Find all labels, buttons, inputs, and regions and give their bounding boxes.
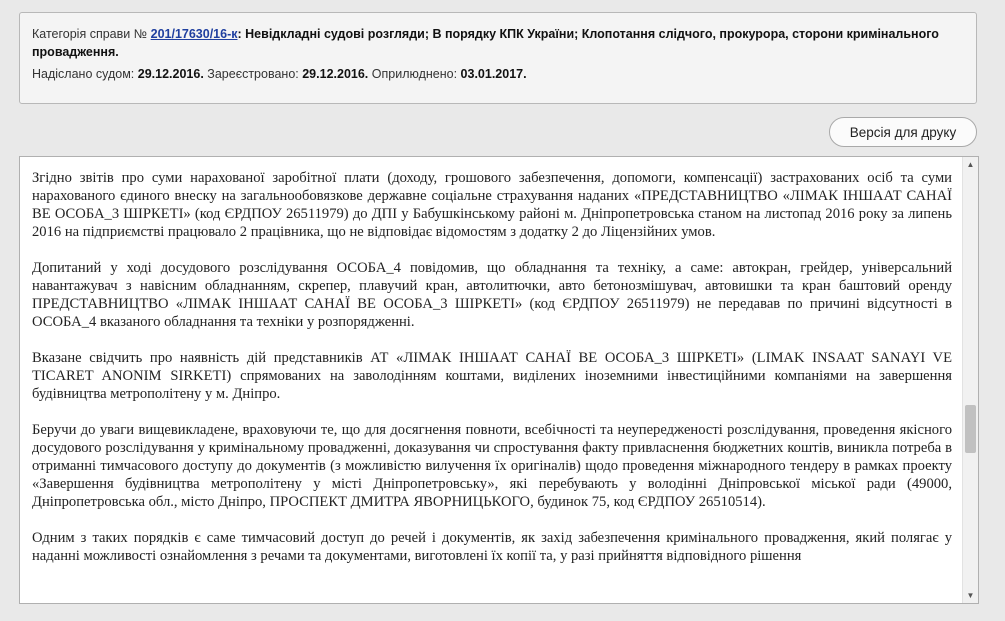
published-date: 03.01.2017. — [460, 67, 527, 81]
case-number-link[interactable]: 201/17630/16-к — [150, 27, 238, 41]
vertical-scrollbar[interactable] — [962, 157, 978, 603]
case-category-line — [32, 25, 964, 61]
published-label: Оприлюднено: — [371, 67, 458, 81]
case-info-panel — [19, 12, 977, 104]
sent-date: 29.12.2016. — [137, 67, 204, 81]
scroll-down-arrow-icon[interactable]: ▼ — [966, 591, 975, 600]
document-paragraph: Беручи до уваги вищевикладене, враховуючи те, що для досягнення повноти, всебічності та неупередженості розслідування, проведення якісного досудового розслідування у кримінальному провадженні, доказування чи спростування факту привласнення бюджетних коштів, виникла потреба в отриманні тимчасового доступу до документів (з можливістю вилучення їх оригіналів) щодо проведення міжнародного тендеру в рамках проекту «Завершення будівництва метрополітену у місті Дніпропетровську», які перебувають у володінні Дніпровської міської ради (49000, Дніпропетровська обл., місто Дніпро, ПРОСПЕКТ ДМИТРА ЯВОРНИЦЬКОГО, будинок 75, код ЄРДПОУ 26510514). — [32, 422, 952, 510]
category-text: : Невідкладні судові розгляди; В порядку КПК України; Клопотання слідчого, прокурора, сторони кримінального провадження. — [32, 27, 939, 59]
registered-date: 29.12.2016. — [302, 67, 369, 81]
document-paragraph: Згідно звітів про суми нарахованої заробітної плати (доходу, грошового забезпечення, допомоги, компенсації) застрахованих осіб та суми нарахованого єдиного внеску на загальнообовязкове державне соціальне страхування наданих «ПРЕДСТАВНИЦТВО «ЛІМАК ІНШААТ САНАЇ ВЕ ОСОБА_3 ШІРКЕТІ» (код ЄРДПОУ 26511979) до ДПІ у Бабушкінському районі м. Дніпропетровська станом на листопад 2016 року за липень 2016 на підприємстві працювало 2 працівника, що не відповідає відомостям з додатку 2 до Ліцензійних умов. — [32, 170, 952, 240]
document-paragraph: Одним з таких порядків є саме тимчасовий доступ до речей і документів, як захід забезпечення кримінального провадження, який полягає у наданні можливості ознайомлення з речами та документами, виготовлені їх копії та, у разі прийняття відповідного рішення — [32, 530, 952, 564]
scroll-up-arrow-icon[interactable]: ▲ — [966, 160, 975, 169]
document-paragraph: Вказане свідчить про наявність дій представників АТ «ЛІМАК ІНШААТ САНАЇ ВЕ ОСОБА_3 ШІРКЕТІ» (LIMAK INSAAT SANAYI VE TICARET ANONIM SIRKETI) спрямованих на заволодінням коштами, виділених іноземними інвестиційними компаніями на завершення будівництва метрополітену у м. Дніпро. — [32, 350, 952, 402]
sent-label: Надіслано судом: — [32, 67, 135, 81]
case-dates-line — [32, 65, 964, 83]
document-content-frame[interactable] — [19, 156, 979, 604]
document-text — [32, 169, 952, 583]
scrollbar-thumb[interactable] — [965, 405, 976, 453]
category-label: Категорія справи № — [32, 27, 148, 41]
document-paragraph: Допитаний у ході досудового розслідування ОСОБА_4 повідомив, що обладнання та техніку, а саме: автокран, грейдер, універсальний навантажувач з навісним обладнанням, скрепер, плавучий кран, автолитючки, авто бетонозмішувач, автовишки та кран баштовий оренду ПРЕДСТАВНИЦТВО «ЛІМАК ІНШААТ САНАЇ ВЕ ОСОБА_3 ШІРКЕТІ» (код ЄРДПОУ 26511979) не передавав по причині відсутності в ОСОБА_4 вказаного обладнання та техніки у розпорядженні. — [32, 260, 952, 330]
registered-label: Зареєстровано: — [207, 67, 299, 81]
print-version-button[interactable]: Версія для друку — [829, 117, 977, 147]
